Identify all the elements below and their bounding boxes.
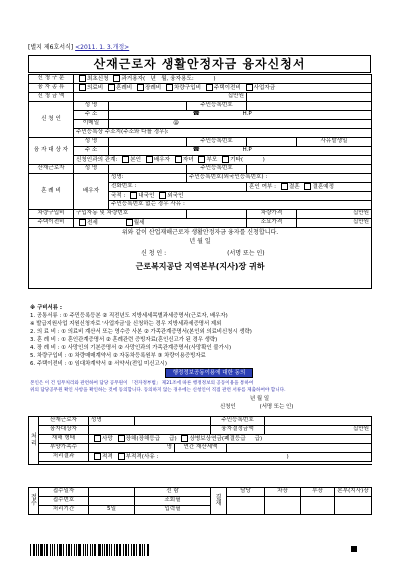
dependents-unit: 명 bbox=[166, 444, 172, 451]
label-loan-kind: 융 자 종 류 bbox=[29, 84, 74, 93]
barcode bbox=[30, 544, 150, 556]
application-table bbox=[28, 74, 372, 289]
target-name-label: 성 명 bbox=[74, 138, 109, 147]
office-row-dependents bbox=[29, 444, 372, 453]
loan-kind-options bbox=[74, 84, 372, 93]
office-table bbox=[28, 416, 372, 465]
opt-business: 사업자금 bbox=[253, 85, 276, 92]
nation-label: 국적 : bbox=[111, 193, 126, 200]
consent-signer-label: 신청인 bbox=[220, 404, 236, 410]
barcode-bar bbox=[78, 544, 81, 556]
ctrl-viewed: 선 람 bbox=[135, 488, 211, 497]
opt-foreign: 외국인 bbox=[167, 193, 184, 200]
relation-label: 신청인과의 관계: bbox=[76, 157, 118, 164]
year-text: 년 bbox=[150, 76, 156, 83]
vehicle-price-field[interactable] bbox=[297, 210, 372, 219]
office-spacer bbox=[39, 462, 372, 465]
receipt-table bbox=[28, 487, 372, 515]
doc-line-6: 5. 차량구입비 : ① 차량매매계약서 ② 자동차등록원부 ③ 차량이용증빙자료 bbox=[30, 353, 206, 359]
office-name-label: 성명 bbox=[89, 417, 135, 426]
receipt-row-2 bbox=[29, 497, 372, 506]
applicant-domicile[interactable]: 주민등록상 주소지(주소와 다를 경우): bbox=[74, 129, 372, 138]
office-worker-label: 산재근로자 bbox=[39, 417, 89, 426]
checkbox-business[interactable] bbox=[246, 84, 253, 91]
opt-funeral: 장례비 bbox=[145, 85, 162, 92]
target-address-label: 주 소 bbox=[74, 147, 109, 156]
target-event-label: 사유발생일 bbox=[297, 138, 372, 147]
row-applicant-name bbox=[29, 102, 372, 111]
wedding-married bbox=[247, 183, 372, 192]
barcode-bar bbox=[30, 544, 31, 556]
opt-housing: 주택이전비 bbox=[213, 85, 241, 92]
opt-married: 결혼 bbox=[288, 184, 300, 191]
office-disability-label: 재해 형태 bbox=[39, 435, 89, 444]
opt-pension: 상병보상연금(폐결등급 bbox=[189, 436, 246, 443]
opt-korean: 내국인 bbox=[138, 193, 155, 200]
applicant-address-label: 주 소 bbox=[74, 111, 109, 120]
ctrl-entered: 입력필 bbox=[135, 506, 211, 515]
receipt-side-label: 접 수 bbox=[29, 488, 39, 515]
sign-hint[interactable]: (서명 또는 인) bbox=[227, 249, 265, 257]
office-rrn-label: 주민등록번호 bbox=[211, 417, 265, 426]
office-row-target bbox=[29, 426, 372, 435]
form-number: [별지 제6호서식] bbox=[28, 44, 74, 51]
rel-parent: 부모 bbox=[206, 157, 218, 164]
wedding-no-rrn[interactable]: 주민등록번호 없는 경우 사유 : bbox=[109, 201, 372, 210]
opt-disability: 장해(장해등급 bbox=[125, 436, 161, 443]
office-result-label: 처리결과 bbox=[39, 453, 89, 462]
checkbox-jeonse[interactable] bbox=[79, 219, 86, 226]
office-row-disability bbox=[29, 435, 372, 444]
rel-other: 기타( bbox=[230, 157, 244, 164]
consent-date[interactable]: 년 월 일 bbox=[250, 396, 270, 402]
checkbox-foreign[interactable] bbox=[159, 192, 166, 199]
checkbox-pension[interactable] bbox=[181, 435, 188, 442]
applicant-address-field[interactable] bbox=[109, 111, 372, 120]
office-amount-unit: 십만원 bbox=[352, 426, 370, 433]
declaration-applicant bbox=[31, 251, 369, 257]
label-worker: 산재근로자 bbox=[29, 165, 74, 174]
approval-deputy: 차장 bbox=[265, 488, 301, 497]
doc-line-7: 6. 주택이전비 : ① 임대차계약서 ② 서약서(전입 미신고시) bbox=[30, 361, 167, 367]
worker-rrn-label: 주민등록번호 bbox=[187, 165, 247, 174]
row-target-address bbox=[29, 147, 372, 156]
amount-blank bbox=[247, 93, 372, 102]
barcode-bar bbox=[59, 544, 62, 556]
label-vehicle: 차량구입비 bbox=[29, 210, 74, 219]
phone-icon: ☎ bbox=[192, 147, 200, 154]
barcode-bar bbox=[114, 544, 115, 556]
ctrl-checked: 조회필 bbox=[135, 497, 211, 506]
checkbox-vehicle[interactable] bbox=[166, 84, 173, 91]
barcode-bar bbox=[111, 544, 112, 556]
rel-self: 본인 bbox=[130, 157, 142, 164]
row-worker bbox=[29, 165, 372, 174]
row-applicant-domicile bbox=[29, 129, 372, 138]
row-loan-kind bbox=[29, 84, 372, 93]
office-amount-label: 융자결정금액 bbox=[211, 426, 265, 435]
receipt-row-1 bbox=[29, 488, 372, 497]
opt-monthly: 월세 bbox=[133, 220, 145, 227]
checkbox-child[interactable] bbox=[175, 156, 182, 163]
doc-line-1: 1. 공통서류 : ① 주민등록등본 ② 직전년도 지방세세목별과세증명서(근로자, 배우자) bbox=[30, 313, 228, 319]
barcode-bar bbox=[57, 544, 58, 556]
close-paren: ) bbox=[213, 76, 216, 83]
opt-death: 사망 bbox=[102, 436, 113, 443]
checkbox-eligible[interactable] bbox=[94, 453, 101, 460]
barcode-bar bbox=[92, 544, 93, 556]
office-row-result bbox=[29, 453, 372, 462]
barcode-bar bbox=[90, 544, 91, 556]
housing-unit: 십만원 bbox=[352, 219, 370, 226]
sign-box-director[interactable] bbox=[335, 497, 372, 515]
checkbox-ineligible[interactable] bbox=[118, 453, 125, 460]
vehicle-price-label: 차량가격 bbox=[247, 210, 297, 219]
checkbox-spouse[interactable] bbox=[146, 156, 153, 163]
wedding-tel[interactable]: 전화번호 : bbox=[109, 183, 247, 192]
barcode-bar bbox=[128, 544, 129, 556]
declaration-text: 위와 같이 산업재해근로자 생활안정자금 융자를 신청합니다. bbox=[121, 229, 279, 236]
checkbox-self[interactable] bbox=[122, 156, 129, 163]
applicant-sign-label: 신 청 인 : bbox=[141, 249, 167, 257]
barcode-bar bbox=[38, 544, 39, 556]
target-relation bbox=[74, 156, 372, 165]
barcode-bar bbox=[54, 544, 56, 556]
label-amount: 신 청 금 액 bbox=[29, 93, 74, 102]
opt-first: 최초신청 bbox=[87, 76, 109, 83]
barcode-bar bbox=[109, 544, 110, 556]
deadline-label: 처리기간 bbox=[39, 506, 89, 515]
worker-name-label: 성 명 bbox=[74, 165, 109, 174]
barcode-bar bbox=[139, 544, 142, 556]
office-target-field[interactable] bbox=[89, 426, 211, 435]
office-dependents-field[interactable] bbox=[89, 444, 175, 453]
addressee: 근로복지공단 지역본부(지사)장 귀하 bbox=[135, 261, 265, 271]
declaration-cell bbox=[29, 228, 372, 289]
target-name-field[interactable] bbox=[109, 138, 187, 147]
office-target-label: 융자대상자 bbox=[39, 426, 89, 435]
wedding-nation bbox=[109, 192, 372, 201]
receipt-date-field[interactable] bbox=[89, 488, 135, 497]
office-amount-field[interactable] bbox=[265, 426, 372, 435]
checkbox-parent[interactable] bbox=[198, 156, 205, 163]
target-rrn-label: 주민등록번호 bbox=[187, 138, 247, 147]
barcode-bar bbox=[147, 544, 149, 556]
target-address-field[interactable] bbox=[109, 147, 372, 156]
barcode-bar bbox=[63, 544, 64, 556]
approval-side-label: 결 재 bbox=[211, 488, 227, 515]
checkbox-engaged[interactable] bbox=[304, 183, 311, 190]
documents-title: ※ 구비서류 : bbox=[30, 305, 62, 311]
office-result-options bbox=[89, 453, 372, 462]
form-title: 산재근로자 생활안정자금 융자신청서 bbox=[28, 55, 371, 73]
checkbox-past[interactable] bbox=[113, 75, 120, 82]
barcode-bar bbox=[131, 544, 132, 556]
worker-name-field[interactable] bbox=[109, 165, 187, 174]
barcode-bar bbox=[98, 544, 101, 556]
sign-box-staff[interactable] bbox=[227, 497, 265, 515]
amount-unit: 십만원 bbox=[227, 93, 244, 100]
row-applicant-address bbox=[29, 111, 372, 120]
row-loan-type bbox=[29, 75, 372, 84]
consent-text-1: 본인은 이 건 업무처리와 관련하여 담당 공무원이 「전자정부법」 제21조에 따른 행정정보의 공동이용을 통하여 bbox=[30, 381, 254, 386]
barcode-bar bbox=[52, 544, 53, 556]
approval-manager: 부장 bbox=[301, 488, 335, 497]
housing-options bbox=[74, 219, 247, 228]
checkbox-wedding[interactable] bbox=[108, 84, 115, 91]
checkbox-first[interactable] bbox=[79, 75, 86, 82]
vehicle-blank[interactable] bbox=[187, 210, 247, 219]
phone-icon: ☎ bbox=[192, 111, 200, 118]
row-applicant-email bbox=[29, 120, 372, 129]
row-loan-amount bbox=[29, 93, 372, 102]
declaration-date[interactable]: 년 월 일 bbox=[189, 238, 211, 246]
approval-staff: 담당 bbox=[227, 488, 265, 497]
wedding-name[interactable]: 성명: bbox=[109, 174, 187, 183]
label-loan-type: 신 청 구 분 bbox=[29, 75, 74, 84]
housing-deposit-label: 소요가격 bbox=[247, 219, 297, 228]
label-applicant: 신 청 인 bbox=[29, 102, 74, 138]
barcode-bar bbox=[44, 544, 45, 556]
checkbox-funeral[interactable] bbox=[137, 84, 144, 91]
consent-signer bbox=[220, 404, 293, 410]
row-target-relation bbox=[29, 156, 372, 165]
checkbox-medical[interactable] bbox=[79, 84, 86, 91]
office-rrn-field[interactable] bbox=[265, 417, 372, 426]
vehicle-date[interactable]: 구입자동 및 차량번호 bbox=[74, 210, 187, 219]
barcode-bar bbox=[40, 544, 43, 556]
checkbox-death[interactable] bbox=[94, 435, 101, 442]
applicant-email-field[interactable] bbox=[109, 120, 372, 129]
receipt-no-field[interactable] bbox=[89, 497, 135, 506]
doc-line-5: 4. 장 례 비 : ① 사망인의 기본증명서 ② 사망인과의 가족관계증명서(사망확인 불가시) bbox=[30, 345, 232, 351]
opt-eligible: 적격 bbox=[102, 454, 113, 461]
applicant-email-label: 이메일 bbox=[74, 120, 109, 129]
office-disability-options bbox=[89, 435, 372, 444]
month-text: 월, bbox=[161, 76, 169, 83]
checkbox-housing[interactable] bbox=[206, 84, 213, 91]
barcode-bar bbox=[144, 544, 145, 556]
row-housing bbox=[29, 219, 372, 228]
deadline-value: 5일 bbox=[89, 506, 135, 515]
applicant-name-field[interactable] bbox=[109, 102, 187, 111]
vehicle-unit: 십만원 bbox=[352, 210, 370, 217]
row-vehicle bbox=[29, 210, 372, 219]
rel-child: 자녀 bbox=[182, 157, 194, 164]
receipt-no-label: 접수번호 bbox=[39, 497, 89, 506]
barcode-bar bbox=[68, 544, 70, 556]
purpose-text: 융자용도: bbox=[170, 76, 194, 83]
office-side-label: 처 리 bbox=[29, 417, 39, 465]
opt-engaged: 결혼예정 bbox=[312, 184, 335, 191]
revision-link[interactable]: <2011. 1. 3.개정> bbox=[75, 44, 130, 51]
barcode-bar bbox=[36, 544, 37, 556]
office-row-worker bbox=[29, 417, 372, 426]
barcode-bar bbox=[85, 544, 86, 556]
barcode-bar bbox=[33, 544, 35, 556]
barcode-bar bbox=[94, 544, 96, 556]
barcode-bar bbox=[66, 544, 67, 556]
receipt-date-label: 접수일자 bbox=[39, 488, 89, 497]
barcode-bar bbox=[87, 544, 89, 556]
label-housing: 주택이전비 bbox=[29, 219, 74, 228]
applicant-rrn-label: 주민등록번호 bbox=[187, 102, 247, 111]
row-declaration bbox=[29, 228, 372, 289]
barcode-bar bbox=[104, 544, 105, 556]
consent-sign-hint[interactable]: (서명 또는 인) bbox=[259, 404, 294, 410]
wedding-rrn[interactable]: 주민등록번호(외국인등록번호) : bbox=[187, 174, 372, 183]
office-dependents-label: 부양가족수 bbox=[39, 444, 89, 453]
approval-director: 본부(지사)장 bbox=[335, 488, 372, 497]
barcode-bar bbox=[123, 544, 124, 556]
barcode-bar bbox=[76, 544, 77, 556]
checkbox-monthly[interactable] bbox=[126, 219, 133, 226]
label-wedding: 혼 례 비 bbox=[29, 174, 74, 210]
barcode-bar bbox=[74, 544, 75, 556]
barcode-bar bbox=[106, 544, 108, 556]
consent-text-2: 위의 담당공무원 확인 사항을 확인하는 것에 동의합니다. 동의하지 않는 경우에는 신청인이 직접 관련 서류를 제출하여야 합니다. bbox=[30, 388, 286, 393]
barcode-bar bbox=[133, 544, 135, 556]
result-close-paren: ) bbox=[286, 454, 289, 461]
barcode-bar bbox=[50, 544, 51, 556]
opt-vehicle: 차량구입비 bbox=[174, 85, 202, 92]
barcode-bar bbox=[46, 544, 48, 556]
barcode-bar bbox=[125, 544, 127, 556]
opt-wedding: 혼례비 bbox=[116, 85, 133, 92]
label-target: 융 자 대 상 자 bbox=[29, 138, 74, 165]
checkbox-disability[interactable] bbox=[118, 435, 125, 442]
checkbox-married[interactable] bbox=[281, 183, 288, 190]
at-sign: @ bbox=[173, 120, 179, 127]
hp-label: H.P bbox=[242, 147, 252, 154]
pension-grade-suffix: 급) bbox=[254, 436, 263, 443]
disability-grade-suffix: 급) bbox=[169, 436, 177, 443]
opt-ineligible: 부적격(사유 : bbox=[125, 454, 159, 461]
wedding-spouse-label: 배우자 bbox=[74, 174, 109, 210]
doc-line-4: 3. 혼 례 비 : ① 혼인관계증명서 ② 혼례관련 증빙자료(혼인신고가 된 경우 생략) bbox=[30, 337, 218, 343]
barcode-bar bbox=[119, 544, 122, 556]
barcode-bar bbox=[116, 544, 118, 556]
amount-field[interactable] bbox=[74, 93, 247, 102]
office-income-field[interactable] bbox=[227, 444, 372, 453]
opt-medical: 의료비 bbox=[87, 85, 104, 92]
barcode-bar bbox=[136, 544, 137, 556]
checkbox-korean[interactable] bbox=[130, 192, 137, 199]
row-wedding-1 bbox=[29, 174, 372, 183]
barcode-bar bbox=[102, 544, 103, 556]
hp-label: H.P bbox=[242, 111, 252, 118]
consent-button[interactable]: 행정정보공동이용에 대한 동의 bbox=[165, 368, 253, 378]
row-target-name bbox=[29, 138, 372, 147]
form-header bbox=[28, 42, 129, 51]
rel-spouse: 배우자 bbox=[153, 157, 171, 164]
close-paren: ) bbox=[262, 157, 265, 164]
office-name-field[interactable] bbox=[135, 417, 211, 426]
target-rrn-field[interactable] bbox=[247, 138, 297, 147]
doc-line-3: 2. 의 료 비 : ① 의료비 계산서 또는 영수증 사본 ② 가족관계증명서(본인외 의료비신청시 생략) bbox=[30, 329, 252, 335]
opt-jeonse: 전세 bbox=[87, 220, 98, 227]
checkbox-other[interactable] bbox=[222, 156, 229, 163]
sign-box-deputy[interactable] bbox=[265, 497, 301, 515]
housing-deposit-field[interactable] bbox=[297, 219, 372, 228]
loan-type-options bbox=[74, 75, 372, 84]
married-label: 혼인 여부 : bbox=[249, 184, 277, 191]
doc-line-2: ※ 발급지원사업 지원신청자로 '사업자금'을 신청하는 경우 지방세과세증명서 제외 bbox=[30, 321, 222, 327]
worker-rrn-field[interactable] bbox=[247, 165, 372, 174]
barcode-bar bbox=[83, 544, 84, 556]
barcode-bar bbox=[142, 544, 143, 556]
corner-mark bbox=[351, 546, 357, 552]
sign-box-manager[interactable] bbox=[301, 497, 335, 515]
applicant-name-label: 성 명 bbox=[74, 102, 109, 111]
office-income-label: 연간 재산세액 bbox=[175, 444, 227, 453]
office-row-spacer bbox=[29, 462, 372, 465]
applicant-rrn-field[interactable] bbox=[247, 102, 372, 111]
barcode-bar bbox=[71, 544, 73, 556]
opt-past: 과거용자( bbox=[121, 76, 146, 83]
